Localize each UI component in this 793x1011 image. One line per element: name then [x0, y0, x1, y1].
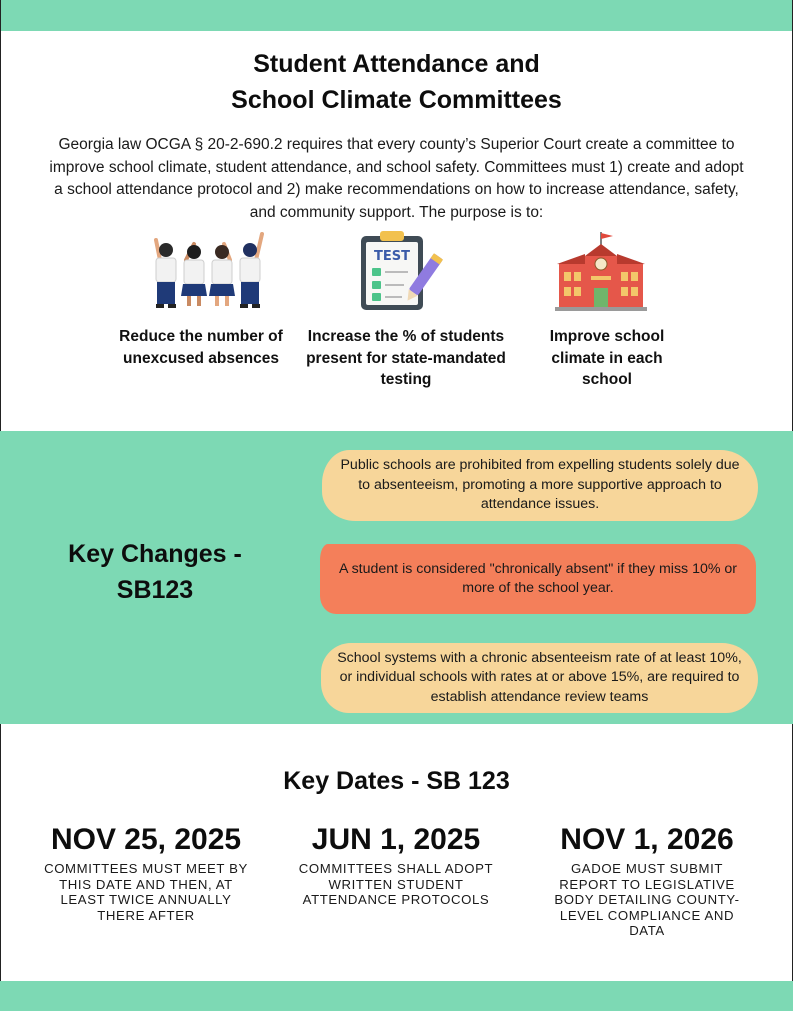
key-change-text: A student is considered "chronically absent" if they miss 10% or more of the school year.	[338, 560, 738, 596]
date-desc-gadoe-report: GADOE MUST SUBMIT REPORT TO LEGISLATIVE BODY DETAILING COUNTY-LEVEL COMPLIANCE AND DATA	[554, 861, 740, 938]
bottom-band	[0, 981, 793, 1011]
intro-paragraph: Georgia law OCGA § 20-2-690.2 requires that every county’s Superior Court create a committee to improve school climate, student attendance, and school safety. Committees must 1) create and adopt a school attendance protocol and 2) make recommendations on how to increase attendance, safety, and community support. The purpose is to:	[49, 136, 744, 221]
top-band	[0, 0, 793, 31]
key-dates-title: Key Dates - SB 123	[283, 767, 510, 795]
page-title-line2: School Climate Committees	[231, 86, 562, 114]
date-desc-adopt-protocols: COMMITTEES SHALL ADOPT WRITTEN STUDENT ATTENDANCE PROTOCOLS	[298, 861, 494, 907]
goal-increase-testing: Increase the % of students present for state-mandated testing	[306, 328, 506, 388]
date-desc-committees-meet: COMMITTEES MUST MEET BY THIS DATE AND THEN, AT LEAST TWICE ANNUALLY THERE AFTER	[44, 861, 248, 923]
page-title	[0, 46, 793, 118]
goal-improve-climate: Improve school climate in each school	[549, 328, 665, 388]
key-change-note-review-teams	[321, 643, 758, 713]
test-label: TEST	[374, 249, 410, 264]
key-change-text: School systems with a chronic absenteeism rate of at least 10%, or individual schools with rates at or above 15%, are required to establish attendance review teams	[337, 649, 742, 705]
date-jun-1-2025: JUN 1, 2025	[311, 823, 481, 856]
test-clipboard-icon	[358, 230, 443, 312]
school-building-icon	[555, 230, 647, 312]
key-changes-title-line1: Key Changes -	[68, 540, 242, 568]
goal-reduce-absences: Reduce the number of unexcused absences	[119, 328, 283, 367]
date-nov-25-2025: NOV 25, 2025	[50, 823, 242, 856]
key-change-text: Public schools are prohibited from expelling students solely due to absenteeism, promoting a more supportive approach to attendance issues.	[340, 457, 740, 513]
key-change-note-chronic-absence	[320, 544, 756, 614]
key-changes-title	[40, 536, 270, 608]
date-nov-1-2026: NOV 1, 2026	[560, 823, 734, 856]
page-title-line1: Student Attendance and	[253, 50, 540, 78]
key-changes-title-line2: SB123	[116, 576, 194, 604]
students-cheering-icon	[148, 230, 268, 310]
key-change-note-expulsion	[322, 450, 758, 521]
